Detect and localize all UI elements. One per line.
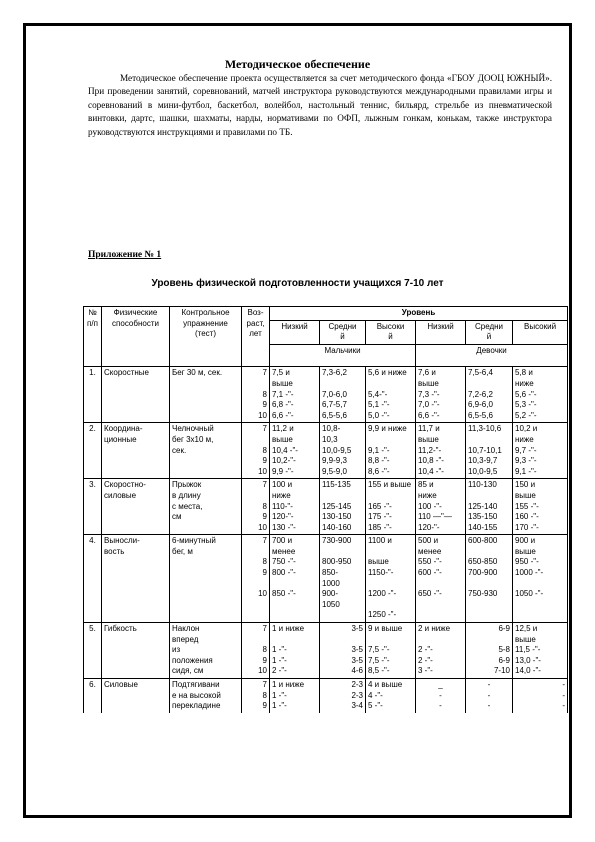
girls-high-cell: 900 и выше 950 -"- 1000 -"- 1050 -"- — [513, 535, 568, 623]
header-boys-mid: Средни й — [320, 320, 366, 344]
row-number: 4. — [84, 535, 102, 623]
row-ability: Выносли- вость — [102, 535, 170, 623]
boys-low-cell: 1 и ниже 1 -"- 1 -"- 2 -"- — [270, 623, 320, 679]
row-ability: Силовые — [102, 679, 170, 713]
intro-paragraph: Методическое обеспечение проекта осуществляется за счет методического фонда «ГБОУ ДООЦ ЮЖНЫЙ». При проведении занятий, соревнований, матчей инструктора руководствуются международными правилами игры и соревнований в мини-футбол, баскетбол, волейбол, настольный теннис, бильярд, стрельбе из пневматической винтовки, дартс, шашки, шахматы, нарды, нормативами по ОФП, лыжным гонкам, конькам, также инструктора руководствуются инструкциями и правилами по ТБ. — [88, 73, 552, 137]
row-number: 3. — [84, 479, 102, 535]
girls-low-cell: 2 и ниже 2 -"- 2 -"- 3 -"- — [416, 623, 466, 679]
row-ages: 7 8 9 10 — [242, 367, 270, 423]
row-exercise: 6-минутный бег, м — [170, 535, 242, 623]
boys-high-cell: 5,6 и ниже 5,4-"- 5,1 -"- 5,0 -"- — [366, 367, 416, 423]
header-boys-high: Высоки й — [366, 320, 416, 344]
header-girls-low: Низкий — [416, 320, 466, 344]
row-exercise: Наклон вперед из положения сидя, см — [170, 623, 242, 679]
row-exercise: Подтягивани е на высокой перекладине — [170, 679, 242, 713]
girls-high-cell: 10,2 и ниже 9,7 -"- 9,3 -"- 9,1 -"- — [513, 423, 568, 479]
boys-mid-cell: 730-900 800-950 850- 1000 900- 1050 — [320, 535, 366, 623]
boys-high-cell: 155 и выше 165 -"- 175 -"- 185 -"- — [366, 479, 416, 535]
header-girls-mid: Средни й — [466, 320, 513, 344]
girls-mid-cell: 11,3-10,6 10,7-10,1 10,3-9,7 10,0-9,5 — [466, 423, 513, 479]
row-ability: Скоростно- силовые — [102, 479, 170, 535]
boys-high-cell: 9 и выше 7,5 -"- 7,5 -"- 8,5 -"- — [366, 623, 416, 679]
boys-low-cell: 1 и ниже 1 -"- 1 -"- — [270, 679, 320, 713]
table-row — [84, 623, 568, 679]
header-boys-low: Низкий — [270, 320, 320, 344]
row-ages: 7 8 9 10 — [242, 479, 270, 535]
table-row — [84, 535, 568, 623]
section-heading: Методическое обеспечение — [224, 57, 371, 71]
boys-mid-cell: 115-135 125-145 130-150 140-160 — [320, 479, 366, 535]
girls-mid-cell: 110-130 125-140 135-150 140-155 — [466, 479, 513, 535]
girls-mid-cell: 6-9 5-8 6-9 7-10 — [466, 623, 513, 679]
table-row — [84, 367, 568, 423]
boys-low-cell: 7,5 и выше 7,1 -"- 6,8 -"- 6,6 -"- — [270, 367, 320, 423]
row-ability: Гибкость — [102, 623, 170, 679]
girls-low-cell: 7,6 и выше 7,3 -"- 7,0 -"- 6,6 -"- — [416, 367, 466, 423]
appendix-label: Приложение № 1 — [88, 250, 162, 260]
row-ages: 7 8 9 — [242, 679, 270, 713]
header-girls-high: Высокий — [513, 320, 568, 344]
girls-high-cell: - - - — [513, 679, 568, 713]
girls-high-cell: 12,5 и выше 11,5 -"- 13,0 -"- 14,0 -"- — [513, 623, 568, 679]
boys-mid-cell: 3-5 3-5 3-5 4-6 — [320, 623, 366, 679]
row-ages: 7 8 9 10 — [242, 535, 270, 623]
boys-low-cell: 100 и ниже 110-"- 120-"- 130 -"- — [270, 479, 320, 535]
boys-mid-cell: 2-3 2-3 3-4 — [320, 679, 366, 713]
table-row — [84, 423, 568, 479]
boys-low-cell: 11,2 и выше 10,4 -"- 10,2-"- 9,9 -"- — [270, 423, 320, 479]
row-ages: 7 8 9 10 — [242, 623, 270, 679]
row-ability: Скоростные — [102, 367, 170, 423]
girls-mid-cell: - - - — [466, 679, 513, 713]
table-row — [84, 479, 568, 535]
header-level: Уровень — [270, 307, 568, 321]
header-exercise: Контрольное упражнение (тест) — [170, 307, 242, 367]
row-number: 5. — [84, 623, 102, 679]
boys-high-cell: 1100 и выше 1150-"- 1200 -"- 1250 -"- — [366, 535, 416, 623]
header-girls: Девочки — [416, 344, 568, 367]
boys-mid-cell: 7,3-6,2 7,0-6,0 6,7-5,7 6,5-5,6 — [320, 367, 366, 423]
row-exercise: Прыжок в длину с места, см — [170, 479, 242, 535]
header-ability: Физические способности — [102, 307, 170, 367]
girls-low-cell: 11,7 и выше 11,2-"- 10,8 -"- 10,4 -"- — [416, 423, 466, 479]
girls-high-cell: 5,8 и ниже 5,6 -"- 5,3 -"- 5,2 -"- — [513, 367, 568, 423]
boys-high-cell: 9,9 и ниже 9,1 -"- 8,8 -"- 8,6 -"- — [366, 423, 416, 479]
row-number: 1. — [84, 367, 102, 423]
boys-low-cell: 700 и менее 750 -"- 800 -"- 850 -"- — [270, 535, 320, 623]
header-number: № п/п — [84, 307, 102, 367]
girls-mid-cell: 600-800 650-850 700-900 750-930 — [466, 535, 513, 623]
table-title: Уровень физической подготовленности учащихся 7-10 лет — [151, 278, 444, 289]
girls-low-cell: _ - - — [416, 679, 466, 713]
row-exercise: Бег 30 м, сек. — [170, 367, 242, 423]
girls-low-cell: 500 и менее 550 -"- 600 -"- 650 -"- — [416, 535, 466, 623]
girls-high-cell: 150 и выше 155 -"- 160 -"- 170 -"- — [513, 479, 568, 535]
header-age: Воз- раст, лет — [242, 307, 270, 367]
girls-low-cell: 85 и ниже 100 -"- 110 —"— 120-"- — [416, 479, 466, 535]
row-number: 6. — [84, 679, 102, 713]
table-row — [84, 679, 568, 713]
row-exercise: Челночный бег 3х10 м, сек. — [170, 423, 242, 479]
header-boys: Мальчики — [270, 344, 416, 367]
row-number: 2. — [84, 423, 102, 479]
boys-mid-cell: 10,8- 10,3 10,0-9,5 9,9-9,3 9,5-9,0 — [320, 423, 366, 479]
fitness-level-table — [83, 306, 568, 713]
row-ages: 7 8 9 10 — [242, 423, 270, 479]
girls-mid-cell: 7,5-6,4 7,2-6,2 6,9-6,0 6,5-5,6 — [466, 367, 513, 423]
boys-high-cell: 4 и выше 4 -"- 5 -"- — [366, 679, 416, 713]
row-ability: Координа- ционные — [102, 423, 170, 479]
